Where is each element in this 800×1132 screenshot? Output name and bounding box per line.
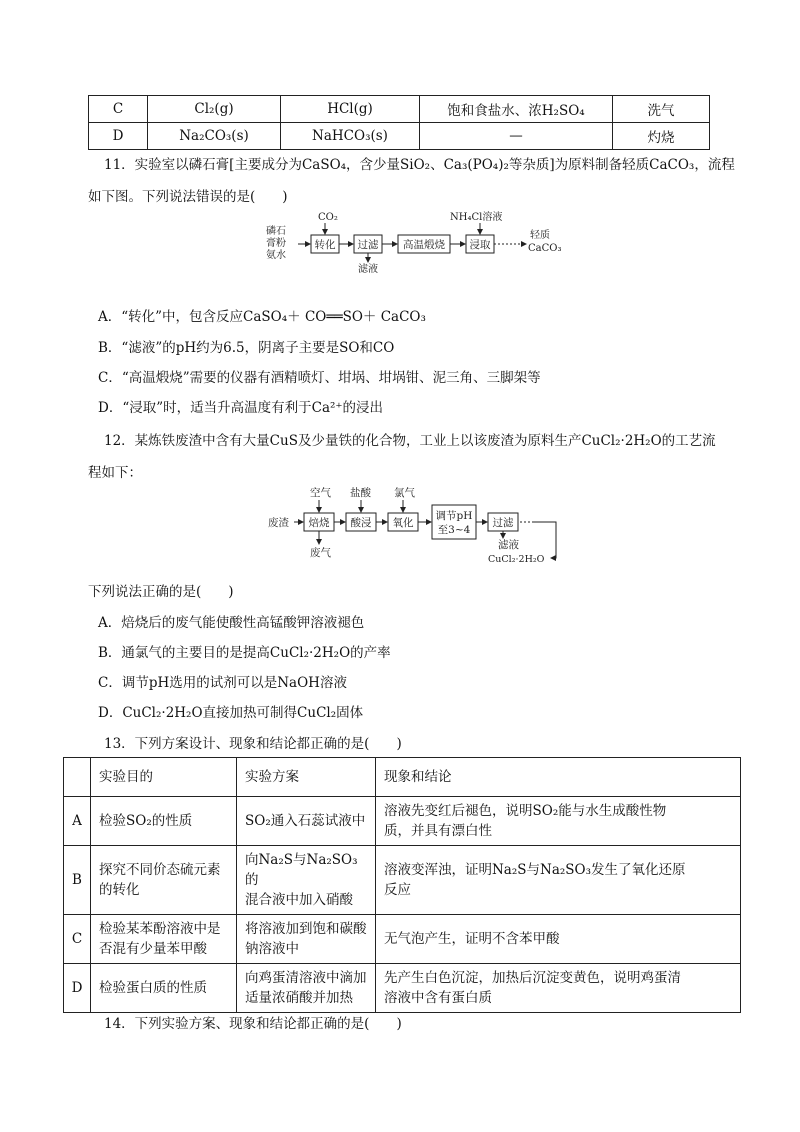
flow-input: 膏粉 xyxy=(266,238,286,249)
q11-option-c: C．“高温煅烧”需要的仪器有酒精喷灯、坩埚、坩埚钳、泥三角、三脚架等 xyxy=(98,370,541,386)
flow-input: 氨水 xyxy=(266,250,286,261)
cell-line: 适量浓硝酸并加热 xyxy=(245,990,353,1006)
flow-byproduct: 废气 xyxy=(310,547,331,559)
cell-purpose xyxy=(91,964,237,1013)
cell-plan xyxy=(237,846,376,915)
table-row xyxy=(64,964,741,1013)
top-table xyxy=(88,95,710,150)
flow-step: 调节pH xyxy=(435,510,473,522)
header-cell: 实验目的 xyxy=(91,758,237,797)
q12-flow-diagram xyxy=(262,482,572,572)
q12-question: 下列说法正确的是( ) xyxy=(88,584,234,600)
cell-plan xyxy=(237,797,376,846)
cell-result xyxy=(376,846,741,915)
q11-stem-line2: 如下图。下列说法错误的是( ) xyxy=(88,189,288,205)
row-label: B xyxy=(64,846,91,915)
cell-line: 混合液中加入硝酸 xyxy=(245,892,353,908)
q11-flow-diagram xyxy=(258,208,568,278)
q13-table xyxy=(63,757,741,1013)
cell: NaHCO₃(s) xyxy=(281,123,420,150)
flow-product: CuCl₂·2H₂O xyxy=(488,554,545,565)
cell-purpose xyxy=(91,846,237,915)
cell-purpose xyxy=(91,915,237,964)
flow-output: 轻质 xyxy=(530,230,550,241)
q12-option-a: A．焙烧后的废气能使酸性高锰酸钾溶液褪色 xyxy=(98,615,365,631)
flow-step: 高温煅烧 xyxy=(403,239,445,251)
cell: 灼烧 xyxy=(613,123,710,150)
flow-byproduct: 滤液 xyxy=(358,264,378,275)
cell-result xyxy=(376,915,741,964)
q12-stem-line2: 程如下： xyxy=(88,465,142,481)
cell-line: 向Na₂S与Na₂SO₃的 xyxy=(245,852,358,888)
flow-reagent: 盐酸 xyxy=(350,487,371,499)
flow-input: 废渣 xyxy=(268,517,289,529)
cell: 饱和食盐水、浓H₂SO₄ xyxy=(420,96,613,123)
q13-stem: 13．下列方案设计、现象和结论都正确的是( ) xyxy=(104,736,402,752)
cell-line: 先产生白色沉淀，加热后沉淀变黄色，说明鸡蛋清 xyxy=(384,970,681,986)
cell-line: 否混有少量苯甲酸 xyxy=(99,941,207,957)
flow-output: CaCO₃ xyxy=(528,243,562,254)
table-row xyxy=(64,915,741,964)
cell-line: 钠溶液中 xyxy=(245,941,299,957)
table-row xyxy=(89,123,710,150)
table-row xyxy=(64,797,741,846)
flow-step: 浸取 xyxy=(469,239,491,251)
flow-step: 焙烧 xyxy=(308,517,330,529)
cell-line: 检验蛋白质的性质 xyxy=(99,980,207,996)
cell-line: SO₂通入石蕊试液中 xyxy=(245,813,366,829)
cell-result xyxy=(376,797,741,846)
cell-line: 探究不同价态硫元素 xyxy=(99,862,221,878)
cell-line: 溶液中含有蛋白质 xyxy=(384,990,492,1006)
row-label: A xyxy=(64,797,91,846)
cell-line: 将溶液加到饱和碳酸 xyxy=(245,921,367,937)
flow-step: 过滤 xyxy=(357,239,379,251)
flow-byproduct: 滤液 xyxy=(498,539,519,551)
cell-line: 溶液变浑浊，证明Na₂S与Na₂SO₃发生了氧化还原 xyxy=(384,862,686,878)
flow-reagent: NH₄Cl溶液 xyxy=(450,212,503,223)
q12-option-c: C．调节pH选用的试剂可以是NaOH溶液 xyxy=(98,675,347,691)
table-row xyxy=(89,96,710,123)
row-label: C xyxy=(89,96,148,123)
q14-stem: 14．下列实验方案、现象和结论都正确的是( ) xyxy=(104,1016,402,1032)
cell-line: 无气泡产生，证明不含苯甲酸 xyxy=(384,931,560,947)
q11-option-a: A．“转化”中，包含反应CaSO₄＋ CO══SO＋ CaCO₃ xyxy=(98,309,426,325)
cell-line: 反应 xyxy=(384,882,411,898)
flow-step: 酸浸 xyxy=(350,517,372,529)
cell-line: 质，并具有漂白性 xyxy=(384,823,492,839)
cell-line: 的转化 xyxy=(99,882,140,898)
header-cell: 实验方案 xyxy=(237,758,376,797)
flow-input: 磷石 xyxy=(266,226,286,237)
q11-stem-line1: 11．实验室以磷石膏[主要成分为CaSO₄，含少量SiO₂、Ca₃(PO₄)₂等杂质]为原料制备轻质CaCO₃，流程 xyxy=(104,157,735,173)
cell: Na₂CO₃(s) xyxy=(148,123,281,150)
flow-reagent: CO₂ xyxy=(318,212,338,223)
cell-plan xyxy=(237,964,376,1013)
row-label: D xyxy=(64,964,91,1013)
flow-step: 转化 xyxy=(314,239,336,251)
flow-step: 氧化 xyxy=(392,517,414,529)
flow-reagent: 氯气 xyxy=(394,487,415,499)
header-cell: 现象和结论 xyxy=(376,758,741,797)
row-label: D xyxy=(89,123,148,150)
cell: HCl(g) xyxy=(281,96,420,123)
cell: — xyxy=(420,123,613,150)
q12-option-b: B．通氯气的主要目的是提高CuCl₂·2H₂O的产率 xyxy=(98,645,391,661)
cell: Cl₂(g) xyxy=(148,96,281,123)
row-label: C xyxy=(64,915,91,964)
cell-line: 溶液先变红后褪色，说明SO₂能与水生成酸性物 xyxy=(384,803,667,819)
q12-stem-line1: 12．某炼铁废渣中含有大量CuS及少量铁的化合物，工业上以该废渣为原料生产CuCl₂·2H₂O的工艺流 xyxy=(104,433,716,449)
q11-option-b: B．“滤液”的pH约为6.5，阴离子主要是SO和CO xyxy=(98,340,395,356)
flow-reagent: 空气 xyxy=(310,487,331,499)
q12-option-d: D．CuCl₂·2H₂O直接加热可制得CuCl₂固体 xyxy=(98,705,364,721)
cell-line: 检验某苯酚溶液中是 xyxy=(99,921,221,937)
q11-option-d: D．“浸取”时，适当升高温度有利于Ca²⁺的浸出 xyxy=(98,400,384,416)
cell-plan xyxy=(237,915,376,964)
table-row xyxy=(64,846,741,915)
flow-step: 过滤 xyxy=(492,517,514,529)
flow-step: 至3~4 xyxy=(437,524,471,536)
cell-line: 检验SO₂的性质 xyxy=(99,813,193,829)
table-header-row xyxy=(64,758,741,797)
cell-result xyxy=(376,964,741,1013)
cell-purpose xyxy=(91,797,237,846)
cell-line: 向鸡蛋清溶液中滴加 xyxy=(245,970,367,986)
cell: 洗气 xyxy=(613,96,710,123)
